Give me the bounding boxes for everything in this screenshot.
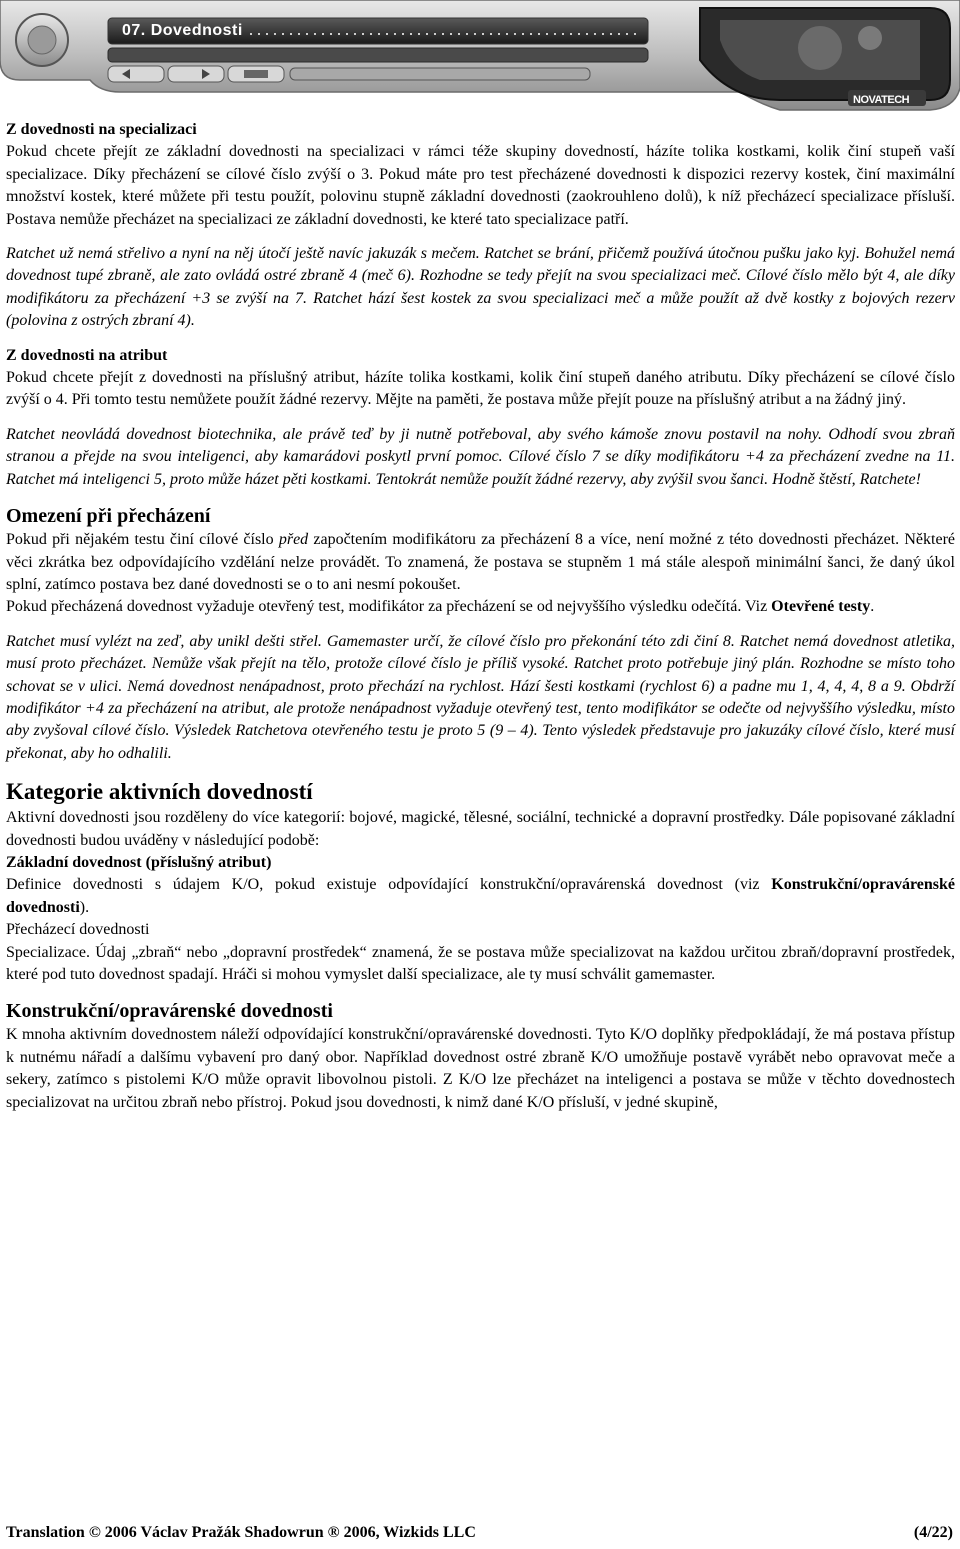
header-banner <box>0 0 960 112</box>
format-defaulting-skills: Přecházecí dovednosti <box>6 921 150 939</box>
paragraph: Specializace. Údaj „zbraň“ nebo „dopravní prostředek“ znamená, že se postava může specializovat na každou určitou zbraň/dopravní prostředek, které pod tuto dovednost spadají. Hráči si mohou vymyslet další specializace, ale ty musí schválit gamemaster. <box>6 943 955 983</box>
paragraph: K mnoha aktivním dovednostem náleží odpovídající konstrukční/opravárenské dovednosti. Tyto K/O doplňky předpokládají, že má postava přístup k nutnému nářadí a dalšímu vybavení pro daný obor. Například dovednost ostré zbraně K/O umožňuje postavě vyrábět nebo opravovat meče a sekery, zatímco s pistolemi K/O může opravit libovolnou pistoli. Z K/O lze přecházet na inteligenci a postava se může v těchto dovednostech specializovat na určitou zbraň nebo přístroj. Pokud jsou dovednosti, k nimž dané K/O přísluší, v jedné skupině, <box>6 1026 955 1111</box>
section-heading-skill-to-attribute: Z dovednosti na atribut <box>6 346 168 364</box>
brand-logo-text: NOVATECH <box>853 94 910 106</box>
section-heading-defaulting-limits: Omezení při přecházení <box>6 505 211 528</box>
paragraph: Pokud při nějakém testu činí cílové číslo před započtením modifikátoru za přecházení 8 a více, není možné z této dovednosti přecházet. Některé věci zkrátka bez odpovídajícího vzdělání nelze provádět. To znamená, že postava se stupněm 1 má stále alespoň minimální šanci, že daný úkol splní, zatímco postava bez dané dovednosti se o to ani nesmí pokoušet. <box>6 531 956 593</box>
banner-title: 07. Dovednosti <box>122 22 243 39</box>
section-heading-skill-to-specialization: Z dovednosti na specializaci <box>6 121 197 138</box>
example-paragraph: Ratchet musí vylézt na zeď, aby unikl dešti střel. Gamemaster určí, že cílové číslo pro překonání této zdi činí 8. Ratchet nemá dovednost atletika, musí proto přecházet. Nemůže však přejít na tělo, protože cílové číslo je příliš vysoké. Ratchet proto potřebuje jiný plán. Rozhodne se místo toho schovat se v ulici. Nemá dovednost nenápadnost, proto přechází na rychlost. Hází šesti kostkami (rychlost 6) a padne mu 1, 4, 4, 4, 8 a 9. Obdrží modifikátor +4 za přecházení na atribut, ale protože nenápadnost vyžaduje otevřený test, tento modifikátor se odečte od nejvyššího výsledku, místo aby zvyšoval cílové číslo. Výsledek Ratchetova otevřeného testu je proto 5 (9 – 4). Tento výsledek představuje pro jakuzáky cílové číslo, které musí překonat, aby ho odhalili. <box>6 632 955 762</box>
paragraph: Definice dovednosti s údajem K/O, pokud existuje odpovídající konstrukční/opravárenská dovednost (viz Konstrukční/opravárenské dovednosti). <box>6 876 955 916</box>
page-footer <box>6 1523 955 1543</box>
cross-reference-build-repair: Konstrukční/opravárenské dovednosti <box>6 876 955 916</box>
paragraph: Aktivní dovednosti jsou rozděleny do více kategorií: bojové, magické, tělesné, sociální, technické a dopravní prostředky. Dále popisované základní dovednosti budou uváděny v následující podobě: <box>6 809 955 849</box>
paragraph: Pokud chcete přejít ze základní dovednosti na specializaci v rámci téže skupiny dovedností, házíte tolika kostkami, kolik činí stupeň vaší specializace. Díky přecházení se cílové číslo zvýší o 3. Pokud máte pro test přecházené dovednosti k dispozici rezervy kostek, činí maximální množství kostek, které můžete při testu použít, polovinu stupně základní dovednosti (zaokrouhleno dolů), k níž přecházecí specializace přísluší. Postava nemůže přecházet na specializaci ze základní dovednosti, ke které tato specializace patří. <box>6 143 955 228</box>
section-heading-build-repair-skills: Konstrukční/opravárenské dovednosti <box>6 1000 333 1023</box>
paragraph: Pokud přecházená dovednost vyžaduje otevřený test, modifikátor za přecházení se od nejvyššího výsledku odečítá. Viz Otevřené testy. <box>6 598 875 616</box>
paragraph: Pokud chcete přejít z dovednosti na příslušný atribut, házíte tolika kostkami, kolik činí stupeň daného atributu. Díky přecházení se cílové číslo zvýší o 4. Při tomto testu nemůžete použít žádné rezervy. Mějte na paměti, že postava může přejít pouze na příslušný atribut a na žádný jiný. <box>6 369 955 409</box>
page-number: (4/22) <box>913 1524 953 1541</box>
document-body <box>6 119 955 1114</box>
example-paragraph: Ratchet neovládá dovednost biotechnika, ale právě teď by ji nutně potřeboval, aby svého kámoše znovu postavil na nohy. Odhodí svou zbraň stranou a přejde na svou inteligenci, aby kamarádovi poskytl první pomoc. Cílové číslo 7 se díky modifikátoru +4 za přecházení zvedne na 11. Ratchet má inteligenci 5, proto může házet pěti kostkami. Tentokrát nemůže použít žádné rezervy, aby zvýšil svou šanci. Hodně štěstí, Ratchete! <box>6 425 955 488</box>
example-paragraph: Ratchet už nemá střelivo a nyní na něj útočí ještě navíc jakuzák s mečem. Ratchet se brání, přičemž používá útočnou pušku jako kyj. Bohužel nemá dovednost tupé zbraně, ale zato ovládá ostré zbraně 4 (meč 6). Rozhodne se tedy přejít na svou specializaci meč. Cílové číslo mělo být 4, ale díky modifikátoru za přecházení +3 se zvýší na 7. Ratchet hází šest kostek za svou specializaci meč a může použít až dvě kostky z bojových rezerv (polovina z ostrých zbraní 4). <box>6 245 955 330</box>
format-base-skill: Základní dovednost (příslušný atribut) <box>6 853 272 871</box>
section-heading-active-skill-categories: Kategorie aktivních dovedností <box>6 779 313 805</box>
cross-reference-open-tests: Otevřené testy <box>771 598 871 616</box>
banner-graphic <box>0 0 960 112</box>
footer-copyright: Translation © 2006 Václav Pražák Shadowrun ® 2006, Wizkids LLC <box>6 1524 476 1541</box>
